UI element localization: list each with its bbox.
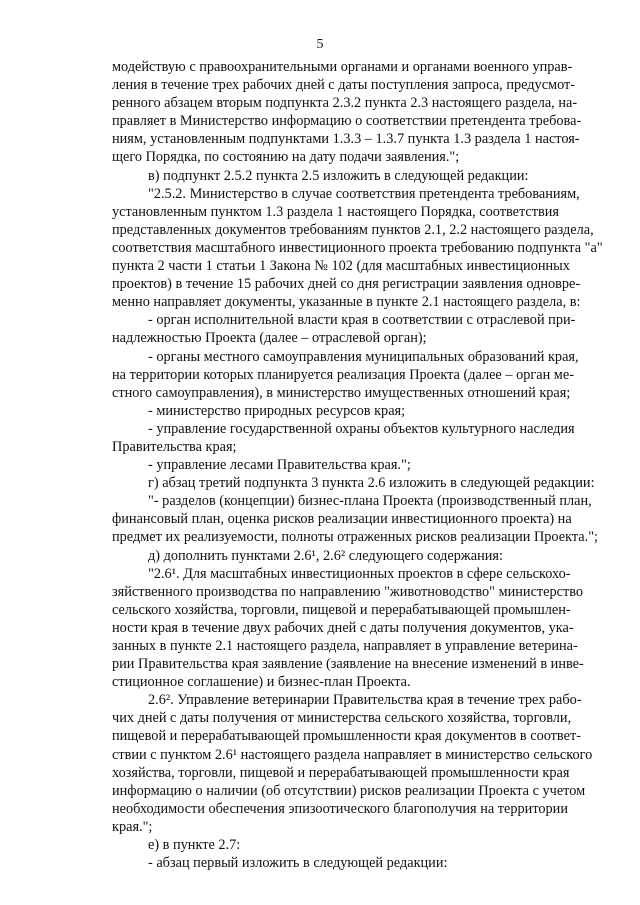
text-line: ренного абзацем вторым подпункта 2.3.2 пункта 2.3 настоящего раздела, на-	[112, 95, 578, 112]
text-line: на территории которых планируется реализация Проекта (далее – орган ме-	[112, 366, 574, 383]
text-line: щего Порядка, по состоянию на дату подачи заявления.";	[112, 149, 460, 166]
text-line: проектов) в течение 15 рабочих дней со дня регистрации заявления одновре-	[112, 276, 581, 293]
text-line: в) подпункт 2.5.2 пункта 2.5 изложить в следующей редакции:	[148, 167, 529, 184]
text-line: - управление государственной охраны объектов культурного наследия	[148, 420, 575, 437]
text-line: чих дней с даты получения от министерства сельского хозяйства, торговли,	[112, 710, 572, 727]
text-line: 2.6². Управление ветеринарии Правительства края в течение трех рабо-	[148, 692, 582, 709]
text-line: хозяйства, торговли, пищевой и перерабатывающей промышленности края	[112, 764, 570, 781]
text-line: ности края в течение двух рабочих дней с даты получения документов, ука-	[112, 619, 574, 636]
text-line: модействую с правоохранительными органами и органами военного управ-	[112, 59, 573, 75]
text-line: стиционное соглашение) и бизнес-план Проекта.	[112, 674, 411, 691]
text-line: занных в пункте 2.1 настоящего раздела, направляет в управление ветерина-	[112, 638, 578, 654]
text-line: правляет в Министерство информацию о соответствии претендента требова-	[112, 113, 582, 130]
text-line: финансовый план, оценка рисков реализации инвестиционного проекта) на	[112, 511, 572, 528]
text-line: менно направляет документы, указанные в пункте 2.1 настоящего раздела, в:	[112, 294, 581, 311]
text-line: "2.6¹. Для масштабных инвестиционных проектов в сфере сельскохо-	[148, 565, 571, 582]
text-line: "2.5.2. Министерство в случае соответствия претендента требованиям,	[148, 185, 580, 202]
text-line: установленным пунктом 1.3 раздела 1 настоящего Порядка, соответствия	[112, 203, 559, 220]
document-body	[112, 58, 603, 872]
text-line: рии Правительства края заявление (заявление на внесение изменений в инве-	[112, 656, 584, 673]
text-line: надлежностью Проекта (далее – отраслевой орган);	[112, 330, 427, 347]
text-line: д) дополнить пунктами 2.6¹, 2.6² следующего содержания:	[148, 547, 503, 564]
text-line: - орган исполнительной власти края в соответствии с отраслевой при-	[148, 312, 576, 329]
text-line: "- разделов (концепции) бизнес-плана Проекта (производственный план,	[148, 493, 592, 510]
page-number: 5	[316, 37, 324, 52]
text-line: - управление лесами Правительства края.";	[148, 457, 411, 474]
text-line: е) в пункте 2.7:	[148, 837, 241, 854]
text-line: пищевой и перерабатывающей промышленности края документов в соответ-	[112, 728, 581, 745]
text-line: стного самоуправления), в министерство имущественных отношений края;	[112, 384, 571, 401]
text-line: информацию о наличии (об отсутствии) рисков реализации Проекта с учетом	[112, 782, 586, 799]
text-line: ствии с пунктом 2.6¹ настоящего раздела направляет в министерство сельского	[112, 746, 593, 763]
text-line: предмет их реализуемости, полноты отраженных рисков реализации Проекта.";	[112, 529, 599, 546]
text-line: ниям, установленным подпунктами 1.3.3 – 1.3.7 пункта 1.3 раздела 1 настоя-	[112, 131, 580, 148]
text-line: края.";	[112, 818, 153, 835]
text-line: представленных документов требованиям пунктов 2.1, 2.2 настоящего раздела,	[112, 221, 594, 238]
text-line: соответствия масштабного инвестиционного проекта требованию подпункта "а"	[112, 239, 603, 256]
text-line: - министерство природных ресурсов края;	[148, 402, 406, 419]
text-line: необходимости обеспечения эпизоотического благополучия на территории	[112, 800, 568, 817]
text-line: Правительства края;	[112, 438, 237, 455]
text-line: - органы местного самоуправления муниципальных образований края,	[148, 348, 579, 365]
text-line: - абзац первый изложить в следующей редакции:	[148, 855, 448, 872]
text-line: сельского хозяйства, торговли, пищевой и перерабатывающей промышлен-	[112, 601, 571, 618]
text-line: г) абзац третий подпункта 3 пункта 2.6 изложить в следующей редакции:	[148, 475, 595, 492]
text-line: зяйственного производства по направлению "животноводство" министерство	[112, 583, 584, 600]
text-line: пункта 2 части 1 статьи 1 Закона № 102 (для масштабных инвестиционных	[112, 258, 570, 275]
text-line: ления в течение трех рабочих дней с даты поступления запроса, предусмот-	[112, 77, 576, 94]
